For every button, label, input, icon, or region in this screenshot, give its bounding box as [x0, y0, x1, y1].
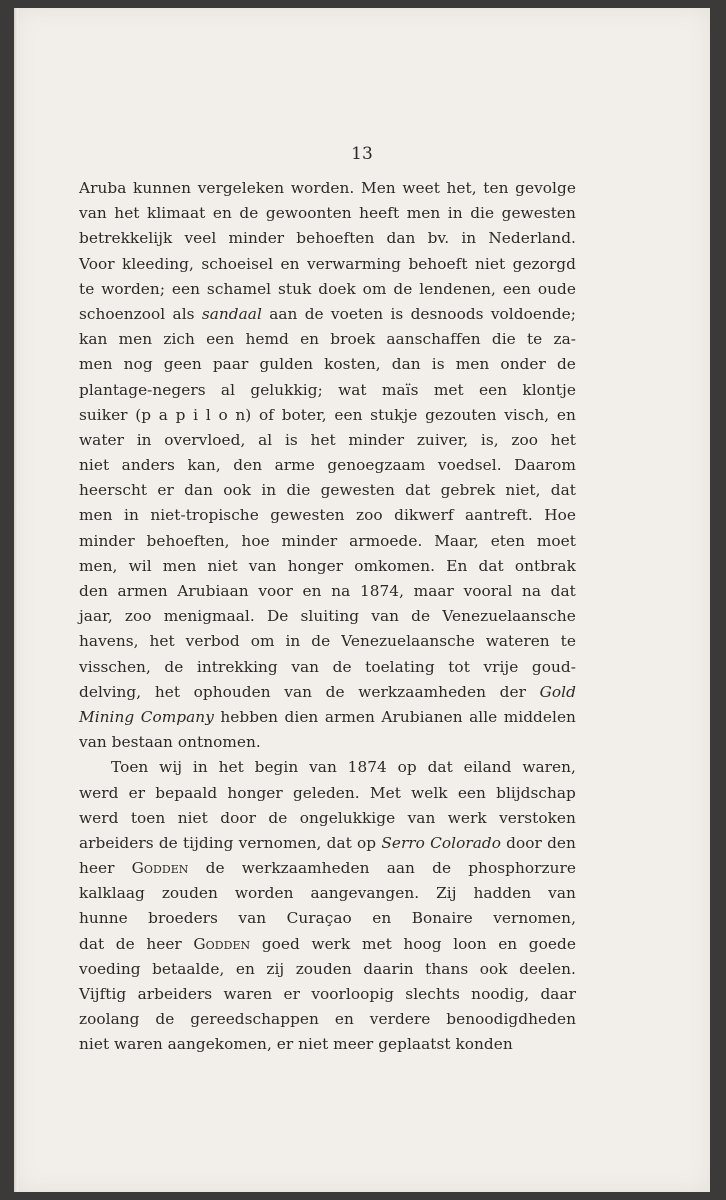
text-line: delving, het ophouden van de werkzaamheden der Gold: [79, 682, 576, 701]
text-line: heerscht er dan ook in die gewesten dat gebrek niet, dat: [79, 481, 576, 500]
page-edge-shadow: [14, 8, 18, 1192]
text-line: van bestaan ontnomen.: [79, 733, 261, 752]
text-line: zoolang de gereedschappen en verdere benoodigdheden: [79, 1010, 576, 1029]
text-line: niet waren aangekomen, er niet meer geplaatst konden: [79, 1035, 513, 1054]
text-line: werd er bepaald honger geleden. Met welk een blijdschap: [79, 783, 576, 802]
text-line: men, wil men niet van honger omkomen. En dat ontbrak: [79, 556, 576, 575]
text-line: dat de heer Godden goed werk met hoog loon en goede: [79, 934, 576, 953]
body-text: [79, 176, 576, 1058]
text-line: Toen wij in het begin van 1874 op dat eiland waren,: [111, 758, 576, 777]
text-line: Aruba kunnen vergeleken worden. Men weet het, ten gevolge: [79, 179, 576, 197]
text-line: kan men zich een hemd en broek aanschaffen die te za-: [79, 330, 576, 349]
text-line: schoenzool als sandaal aan de voeten is desnoods voldoende;: [79, 304, 576, 323]
text-line: men nog geen paar gulden kosten, dan is men onder de: [79, 355, 576, 374]
text-line: minder behoeften, hoe minder armoede. Maar, eten moet: [79, 531, 576, 550]
text-line: havens, het verbod om in de Venezuelaansche wateren te: [79, 632, 576, 651]
text-line: water in overvloed, al is het minder zuiver, is, zoo het: [79, 430, 576, 449]
text-line: Mining Company hebben dien armen Arubianen alle middelen: [79, 707, 576, 726]
text-line: van het klimaat en de gewoonten heeft men in die gewesten: [79, 204, 576, 223]
text-line: arbeiders de tijding vernomen, dat op Serro Colorado door den: [79, 833, 576, 852]
text-line: suiker (p a p i l o n) of boter, een stukje gezouten visch, en: [79, 405, 576, 424]
page-number: 13: [351, 144, 373, 164]
text-line: niet anders kan, den arme genoegzaam voedsel. Daarom: [79, 456, 576, 475]
text-line: te worden; een schamel stuk doek om de lendenen, een oude: [79, 279, 576, 298]
text-line: den armen Arubiaan voor en na 1874, maar vooral na dat: [79, 582, 576, 600]
text-line: visschen, de intrekking van de toelating tot vrije goud-: [79, 657, 576, 676]
text-line: men in niet-tropische gewesten zoo dikwerf aantreft. Hoe: [79, 506, 576, 525]
text-line: jaar, zoo menigmaal. De sluiting van de Venezuelaansche: [79, 607, 576, 626]
text-line: Vijftig arbeiders waren er voorloopig slechts noodig, daar: [79, 985, 576, 1003]
text-line: Voor kleeding, schoeisel en verwarming behoeft niet gezorgd: [79, 254, 576, 273]
text-line: plantage-negers al gelukkig; wat maïs met een klontje: [79, 380, 576, 399]
text-line: voeding betaalde, en zij zouden daarin thans ook deelen.: [79, 959, 576, 978]
text-line: heer Godden de werkzaamheden aan de phosphorzure: [79, 859, 576, 878]
text-line: hunne broeders van Curaçao en Bonaire vernomen,: [79, 909, 576, 928]
text-line: kalklaag zouden worden aangevangen. Zij hadden van: [79, 884, 576, 903]
text-line: werd toen niet door de ongelukkige van werk verstoken: [79, 808, 576, 827]
book-page: [14, 8, 710, 1192]
text-line: betrekkelijk veel minder behoeften dan bv. in Nederland.: [79, 229, 576, 248]
